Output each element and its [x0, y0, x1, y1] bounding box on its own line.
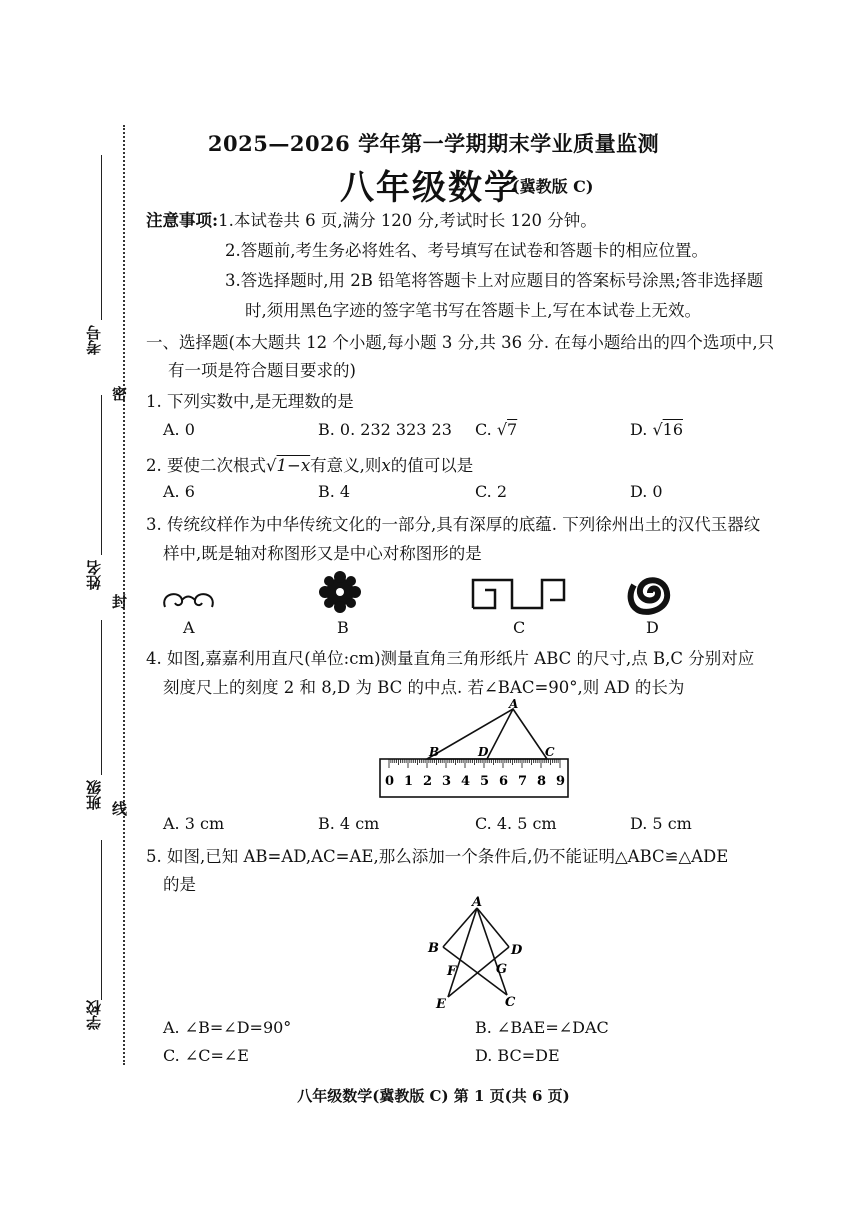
q5-line1: 5. 如图,已知 AB=AD,AC=AE,那么添加一个条件后,仍不能证明△ABC≌△ADE: [146, 847, 729, 866]
point-d-label: D: [478, 745, 489, 759]
exam-number-label: 考号: [85, 325, 103, 355]
name-label: 姓名: [85, 560, 103, 590]
ruler-tick-label: 9: [556, 774, 566, 789]
radical-sign-icon: √: [266, 456, 277, 475]
q4-ruler-figure: [375, 697, 575, 805]
point-g-label: G: [496, 962, 508, 977]
point-e-label: E: [436, 997, 446, 1012]
class-label: 班级: [85, 780, 103, 810]
q5-option-a[interactable]: A. ∠B=∠D=90°: [163, 1018, 292, 1037]
ruler-tick-label: 3: [442, 774, 452, 789]
point-f-label: F: [447, 964, 457, 979]
q3-line2: 样中,既是轴对称图形又是中心对称图形的是: [163, 544, 482, 563]
point-b-label: B: [428, 941, 439, 956]
pattern-b-icon: [319, 571, 361, 613]
q2-stem: 2. 要使二次根式√1−x有意义,则x的值可以是: [146, 456, 474, 475]
q3-line1: 3. 传统纹样作为中华传统文化的一部分,具有深厚的底蕴. 下列徐州出土的汉代玉器纹: [146, 515, 761, 534]
seal-char-feng: 封: [112, 593, 128, 611]
q2-option-b[interactable]: B. 4: [318, 482, 351, 501]
section1-line1: 一、选择题(本大题共 12 个小题,每小题 3 分,共 36 分. 在每小题给出的四个选项中,只: [146, 333, 775, 352]
q1-option-d[interactable]: D. √16: [630, 420, 683, 439]
q3-pattern-figures: [150, 565, 710, 640]
ruler-tick-label: 6: [499, 774, 509, 789]
q5-option-b[interactable]: B. ∠BAE=∠DAC: [475, 1018, 609, 1037]
q2-option-a[interactable]: A. 6: [163, 482, 195, 501]
q5-option-c[interactable]: C. ∠C=∠E: [163, 1046, 249, 1065]
point-a-label: A: [472, 895, 483, 910]
q5-line2: 的是: [163, 875, 196, 894]
point-b-label: B: [429, 745, 440, 759]
q3-label-a[interactable]: A: [183, 618, 195, 637]
class-blank[interactable]: [101, 620, 102, 775]
page-footer: 八年级数学(冀教版 C) 第 1 页(共 6 页): [297, 1087, 570, 1105]
name-blank[interactable]: [101, 395, 102, 555]
q4-option-a[interactable]: A. 3 cm: [163, 814, 225, 833]
ruler-tick-label: 5: [480, 774, 490, 789]
ruler-tick-label: 8: [537, 774, 547, 789]
subject-title: 八年级数学: [340, 168, 520, 208]
point-c-label: C: [545, 745, 555, 759]
section1-line2: 有一项是符合题目要求的): [168, 361, 356, 380]
q1-option-b[interactable]: B. 0. 232 323 23: [318, 420, 452, 439]
q4-option-c[interactable]: C. 4. 5 cm: [475, 814, 557, 833]
school-blank[interactable]: [101, 840, 102, 1000]
pattern-a-icon: [164, 594, 213, 607]
school-label: 学校: [85, 1000, 103, 1030]
radical-sign-icon: √: [496, 420, 508, 439]
radical-sign-icon: √: [652, 420, 663, 439]
point-c-label: C: [505, 995, 516, 1010]
exam-number-blank[interactable]: [101, 155, 102, 320]
pattern-c-icon: [473, 580, 564, 608]
ruler-tick-label: 0: [385, 774, 395, 789]
q1-option-a[interactable]: A. 0: [163, 420, 195, 439]
q1-option-c[interactable]: C. √7: [475, 420, 518, 439]
pattern-d-icon: [631, 580, 668, 612]
ruler-tick-label: 7: [518, 774, 528, 789]
seal-char-mi: 密: [112, 385, 128, 403]
q5-option-d[interactable]: D. BC=DE: [475, 1046, 560, 1065]
q2-option-c[interactable]: C. 2: [475, 482, 508, 501]
notes-item1: 注意事项:1.本试卷共 6 页,满分 120 分,考试时长 120 分钟。: [146, 211, 597, 230]
q3-label-b[interactable]: B: [337, 618, 349, 637]
notes-label: 注意事项:: [146, 211, 219, 230]
q1-stem: 1. 下列实数中,是无理数的是: [146, 392, 354, 411]
q2-option-d[interactable]: D. 0: [630, 482, 663, 501]
q4-line1: 4. 如图,嘉嘉利用直尺(单位:cm)测量直角三角形纸片 ABC 的尺寸,点 B,C 分别对应: [146, 649, 755, 668]
q4-line2: 刻度尺上的刻度 2 和 8,D 为 BC 的中点. 若∠BAC=90°,则 AD 的长为: [163, 678, 685, 697]
q5-triangle-figure: [420, 892, 530, 1017]
ruler-tick-label: 1: [404, 774, 414, 789]
edition-label: (冀教版 C): [512, 177, 594, 196]
point-d-label: D: [511, 943, 523, 958]
notes-item3b: 时,须用黑色字迹的签字笔书写在答题卡上,写在本试卷上无效。: [245, 301, 701, 320]
notes-item2: 2.答题前,考生务必将姓名、考号填写在试卷和答题卡的相应位置。: [225, 241, 708, 260]
q4-option-b[interactable]: B. 4 cm: [318, 814, 380, 833]
seal-char-xian: 线: [112, 800, 128, 818]
ruler-tick-label: 4: [461, 774, 471, 789]
ruler-tick-label: 2: [423, 774, 433, 789]
q4-option-d[interactable]: D. 5 cm: [630, 814, 692, 833]
exam-title: 2025—2026 学年第一学期期末学业质量监测: [207, 131, 660, 156]
q3-label-c[interactable]: C: [513, 618, 526, 637]
q3-label-d[interactable]: D: [646, 618, 659, 637]
point-a-label: A: [509, 697, 519, 711]
ruler-ticks: [385, 759, 565, 789]
notes-item3a: 3.答选择题时,用 2B 铅笔将答题卡上对应题目的答案标号涂黑;答非选择题: [225, 271, 764, 290]
